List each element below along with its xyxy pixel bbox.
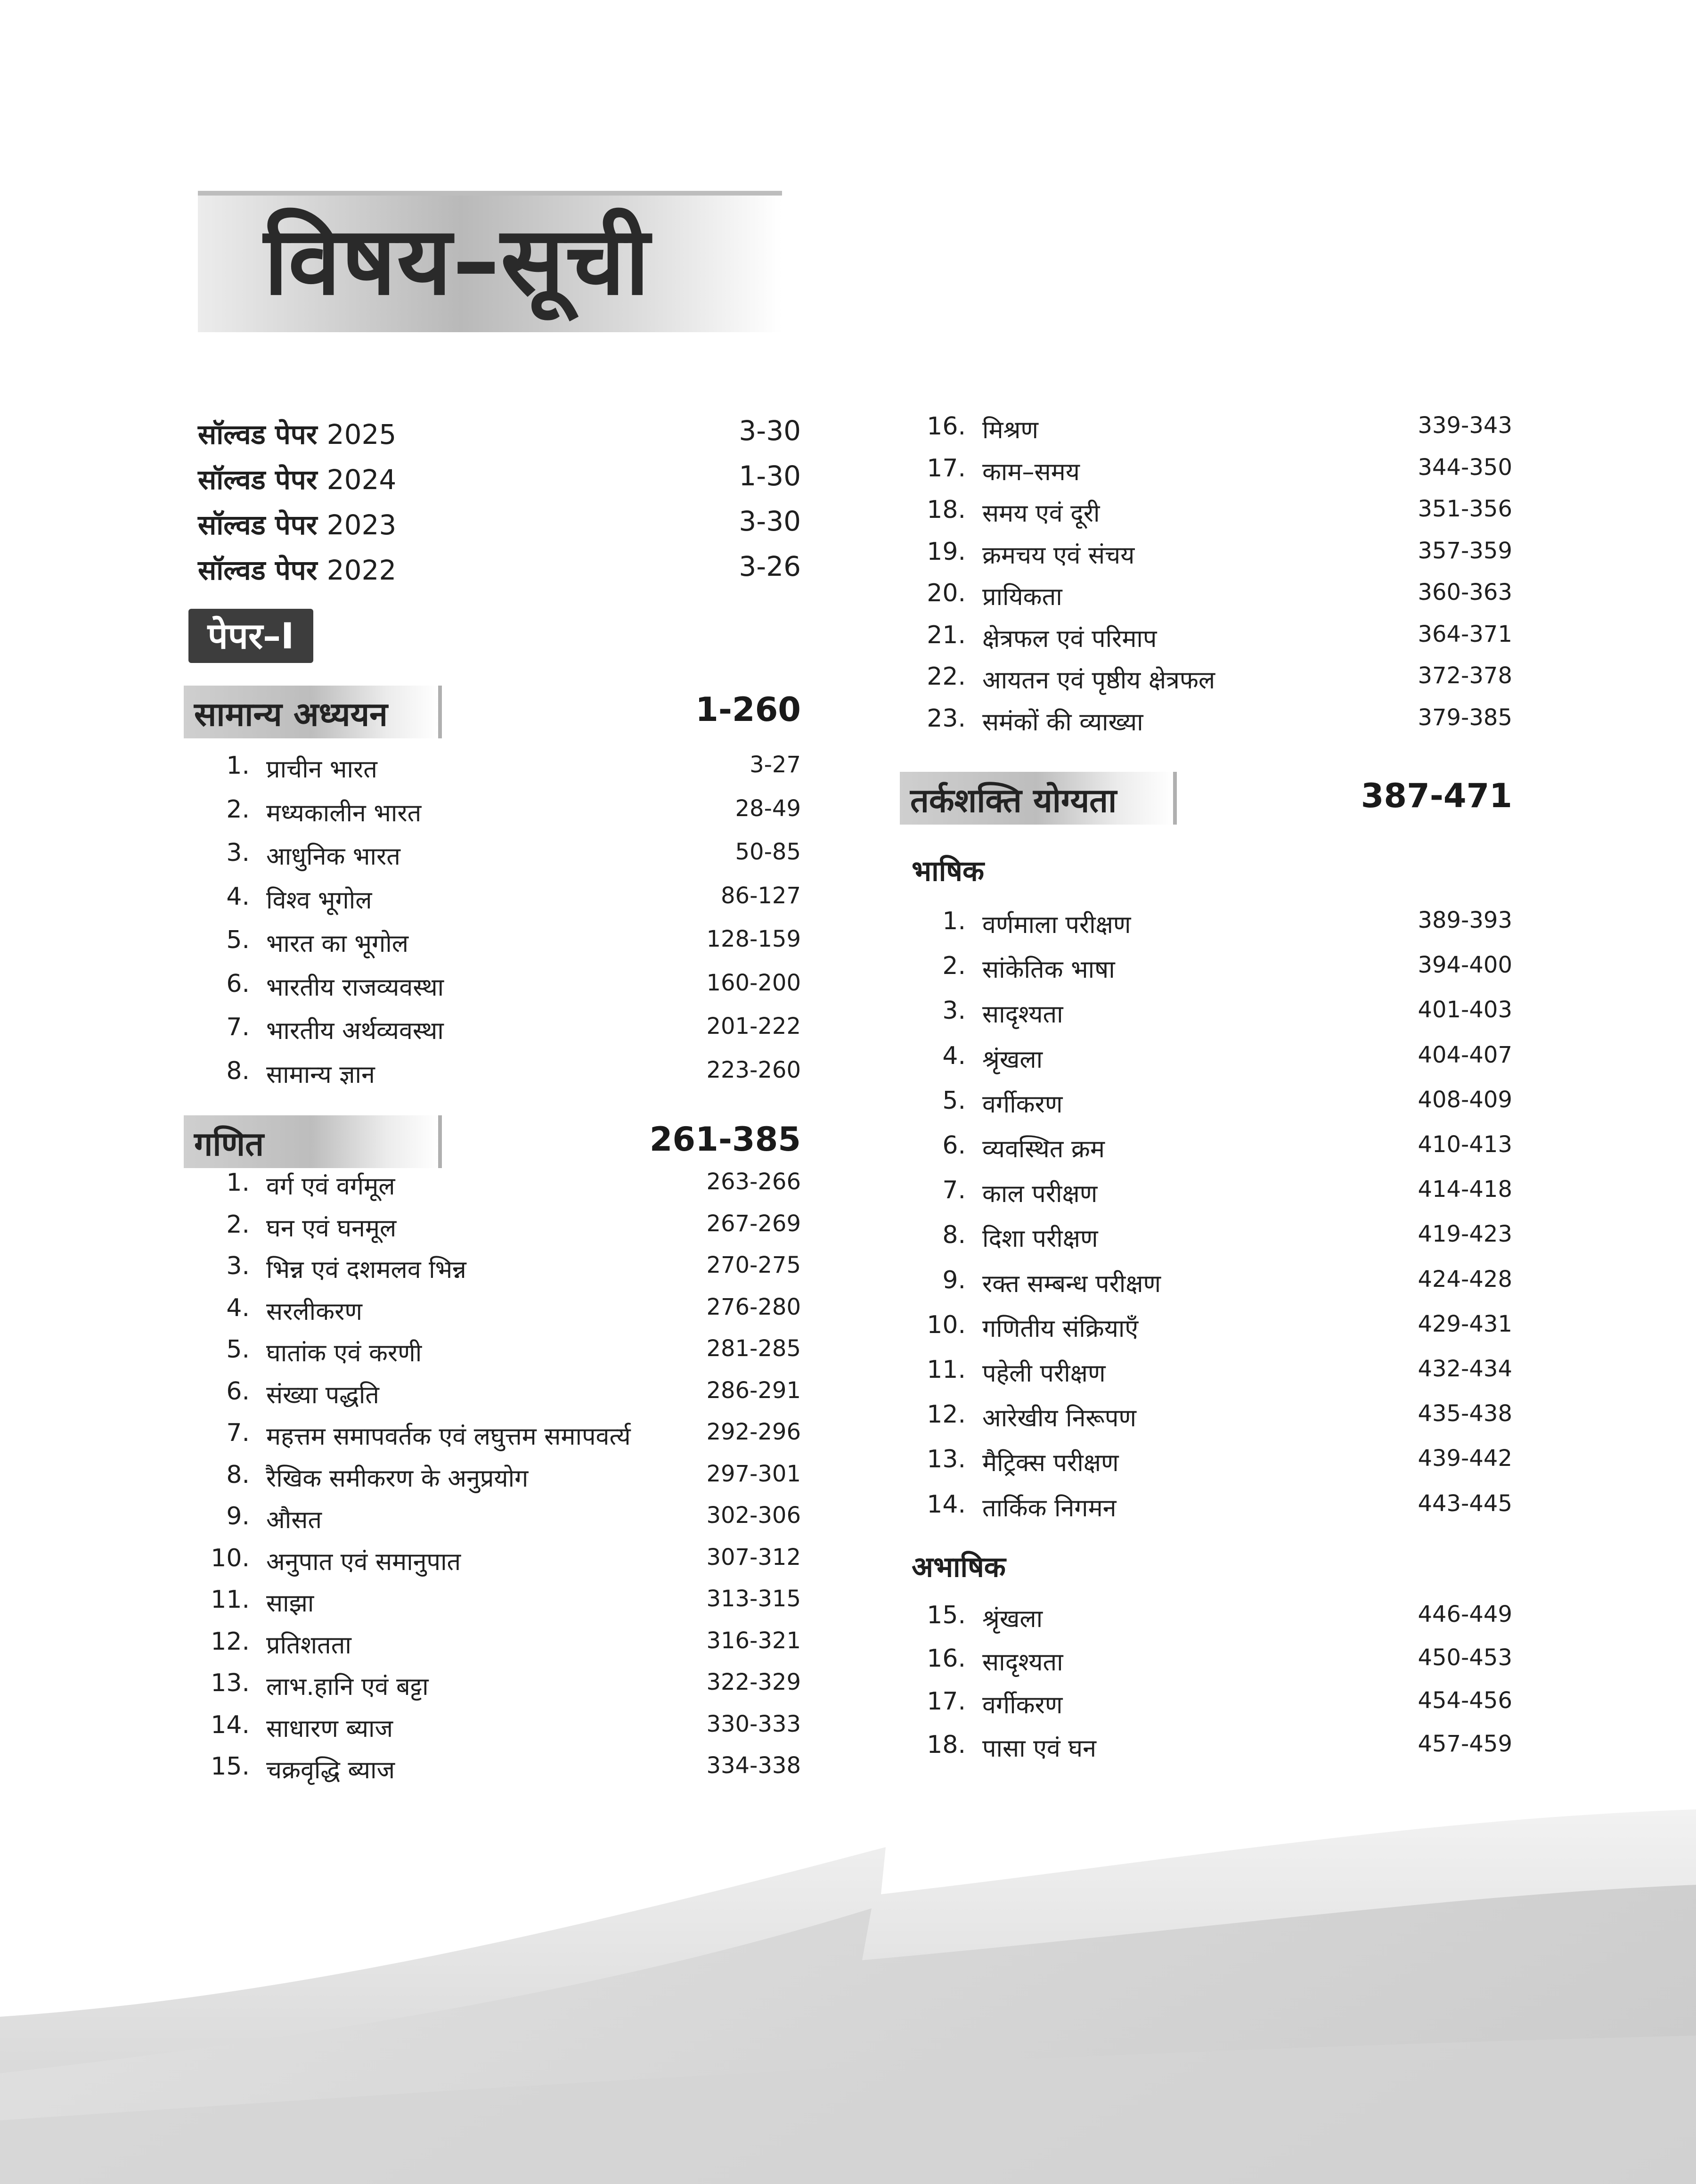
toc-item-pages: 414-418 <box>1418 1176 1512 1203</box>
toc-item <box>900 1490 1512 1533</box>
toc-item-number: 19. <box>927 537 966 566</box>
toc-item-pages: 292-296 <box>706 1419 801 1445</box>
toc-item-name: साधारण ब्याज <box>266 1714 393 1743</box>
toc-item-name: व्यवस्थित क्रम <box>982 1135 1105 1163</box>
toc-item-name: सादृश्यता <box>982 1648 1063 1677</box>
toc-item <box>184 1211 801 1253</box>
toc-item-pages: 364-371 <box>1418 621 1512 647</box>
toc-item-name: भारत का भूगोल <box>266 930 408 958</box>
toc-item <box>184 1377 801 1420</box>
toc-item-pages: 28-49 <box>735 795 801 822</box>
toc-item-name: वर्ग एवं वर्गमूल <box>266 1172 395 1201</box>
toc-item-number: 6. <box>942 1131 966 1160</box>
toc-item-number: 3. <box>226 1252 250 1280</box>
toc-item-pages: 339-343 <box>1418 412 1512 439</box>
toc-item-number: 7. <box>226 1013 250 1041</box>
toc-item-name: चक्रवृद्धि ब्याज <box>266 1756 395 1784</box>
toc-item-number: 5. <box>942 1086 966 1115</box>
toc-item <box>900 907 1512 949</box>
toc-item-pages: 372-378 <box>1418 663 1512 689</box>
toc-item <box>184 1502 801 1545</box>
toc-item-pages: 408-409 <box>1418 1086 1512 1113</box>
toc-item-name: साझा <box>266 1589 314 1618</box>
toc-item <box>900 1221 1512 1263</box>
toc-item-pages: 128-159 <box>706 926 801 952</box>
toc-item-number: 5. <box>226 1335 250 1364</box>
toc-item <box>900 538 1512 580</box>
toc-item-pages: 86-127 <box>720 882 801 909</box>
toc-item-number: 9. <box>226 1502 250 1530</box>
toc-item-name: गणितीय संक्रियाएँ <box>982 1314 1139 1343</box>
toc-item-number: 3. <box>226 839 250 867</box>
toc-item-pages: 281-285 <box>706 1335 801 1362</box>
toc-item-name: काल परीक्षण <box>982 1180 1098 1209</box>
toc-item-pages: 316-321 <box>706 1627 801 1654</box>
toc-item-pages: 276-280 <box>706 1293 801 1320</box>
toc-item-number: 22. <box>927 663 966 691</box>
toc-item <box>184 1461 801 1503</box>
toc-item-number: 11. <box>927 1356 966 1384</box>
toc-item-number: 2. <box>226 795 250 824</box>
toc-item-pages: 435-438 <box>1418 1400 1512 1427</box>
toc-item-number: 2. <box>226 1210 250 1239</box>
toc-item-pages: 429-431 <box>1418 1310 1512 1337</box>
toc-item-number: 8. <box>942 1221 966 1250</box>
toc-item-name: मैट्रिक्स परीक्षण <box>982 1449 1119 1478</box>
toc-item-name: वर्गीकरण <box>982 1691 1063 1719</box>
toc-item-name: मिश्रण <box>982 416 1038 444</box>
toc-item-number: 15. <box>211 1752 250 1781</box>
toc-item <box>184 1419 801 1461</box>
toc-item <box>184 1013 801 1055</box>
toc-item <box>900 952 1512 994</box>
toc-item <box>184 795 801 838</box>
toc-item-number: 7. <box>226 1419 250 1447</box>
toc-item <box>900 1400 1512 1443</box>
toc-item <box>184 883 801 925</box>
toc-item-name: भारतीय अर्थव्यवस्था <box>266 1017 444 1045</box>
solved-paper-row: सॉल्वड पेपर 2024 1-30 <box>198 460 801 496</box>
toc-item-pages: 357-359 <box>1418 537 1512 564</box>
toc-item-name: आधुनिक भारत <box>266 843 400 871</box>
toc-item-pages: 223-260 <box>706 1056 801 1083</box>
toc-item-name: रक्त सम्बन्ध परीक्षण <box>982 1269 1161 1298</box>
toc-item <box>184 839 801 881</box>
toc-item-name: क्रमचय एवं संचय <box>982 541 1135 570</box>
toc-item <box>900 1356 1512 1398</box>
toc-item-number: 10. <box>927 1310 966 1339</box>
toc-item-number: 17. <box>927 454 966 483</box>
toc-item-name: समय एवं दूरी <box>982 499 1100 528</box>
toc-item-number: 1. <box>226 752 250 780</box>
toc-item-number: 3. <box>942 997 966 1025</box>
toc-item <box>184 1586 801 1628</box>
toc-item-name: काम–समय <box>982 458 1080 486</box>
toc-item-name: आरेखीय निरूपण <box>982 1404 1136 1433</box>
toc-item <box>184 1057 801 1099</box>
toc-item-pages: 322-329 <box>706 1669 801 1695</box>
toc-item-number: 4. <box>942 1041 966 1070</box>
toc-item-number: 8. <box>226 1460 250 1489</box>
toc-item-number: 2. <box>942 952 966 981</box>
toc-item-name: आयतन एवं पृष्ठीय क्षेत्रफल <box>982 666 1215 695</box>
toc-item-number: 10. <box>211 1544 250 1572</box>
toc-item-name: श्रृंखला <box>982 1605 1043 1633</box>
toc-item <box>900 454 1512 497</box>
toc-item <box>184 1628 801 1670</box>
toc-item-pages: 267-269 <box>706 1210 801 1237</box>
toc-item <box>184 1252 801 1294</box>
toc-item <box>184 1669 801 1711</box>
toc-item-pages: 330-333 <box>706 1710 801 1737</box>
toc-item <box>900 1687 1512 1730</box>
toc-item-pages: 313-315 <box>706 1586 801 1612</box>
toc-item-pages: 450-453 <box>1418 1644 1512 1671</box>
toc-item-number: 8. <box>226 1056 250 1085</box>
solved-paper-row: सॉल्वड पेपर 2022 3-26 <box>198 550 801 586</box>
toc-item-number: 15. <box>927 1601 966 1629</box>
toc-item-number: 5. <box>226 926 250 954</box>
page-title: विषय–सूची <box>264 206 651 316</box>
toc-item-name: महत्तम समापवर्तक एवं लघुत्तम समापवर्त्य <box>266 1423 631 1451</box>
toc-item-pages: 334-338 <box>706 1752 801 1779</box>
toc-item-name: औसत <box>266 1506 322 1534</box>
toc-item-name: प्राचीन भारत <box>266 755 377 784</box>
toc-item-name: भिन्न एवं दशमलव भिन्न <box>266 1256 466 1284</box>
toc-item-number: 6. <box>226 969 250 998</box>
toc-item <box>900 704 1512 747</box>
toc-item-pages: 360-363 <box>1418 579 1512 605</box>
toc-item-number: 18. <box>927 1730 966 1759</box>
toc-item-pages: 419-423 <box>1418 1221 1512 1248</box>
toc-item-name: समंकों की व्याख्या <box>982 708 1143 736</box>
toc-item-name: सादृश्यता <box>982 1000 1063 1029</box>
toc-item <box>900 1131 1512 1174</box>
toc-item-name: अनुपात एवं समानुपात <box>266 1547 461 1576</box>
toc-item-number: 18. <box>927 496 966 524</box>
toc-item-pages: 404-407 <box>1418 1041 1512 1068</box>
toc-item <box>900 1042 1512 1084</box>
toc-item <box>900 1601 1512 1644</box>
toc-item-number: 13. <box>927 1445 966 1474</box>
toc-item-pages: 379-385 <box>1418 704 1512 731</box>
toc-item-pages: 432-434 <box>1418 1356 1512 1382</box>
solved-paper-row: सॉल्वड पेपर 2025 3-30 <box>198 415 801 450</box>
section-header-general-studies: सामान्य अध्ययन 1-260 <box>184 686 801 738</box>
toc-item-pages: 446-449 <box>1418 1601 1512 1628</box>
toc-item-number: 6. <box>226 1377 250 1406</box>
toc-item-number: 23. <box>927 704 966 733</box>
toc-item <box>900 579 1512 622</box>
toc-item-number: 21. <box>927 621 966 649</box>
toc-item-pages: 454-456 <box>1418 1687 1512 1714</box>
toc-item-number: 14. <box>927 1490 966 1519</box>
toc-item <box>184 1752 801 1795</box>
toc-item-name: वर्णमाला परीक्षण <box>982 911 1131 939</box>
toc-item <box>184 1294 801 1336</box>
toc-item-pages: 302-306 <box>706 1502 801 1529</box>
toc-item <box>900 1644 1512 1687</box>
toc-item-number: 13. <box>211 1669 250 1697</box>
toc-item-name: क्षेत्रफल एवं परिमाप <box>982 624 1157 653</box>
toc-item-name: तार्किक निगमन <box>982 1494 1117 1522</box>
toc-item-pages: 270-275 <box>706 1252 801 1278</box>
toc-item-name: पासा एवं घन <box>982 1734 1096 1763</box>
toc-item-name: घन एवं घनमूल <box>266 1214 397 1243</box>
toc-item <box>900 997 1512 1039</box>
toc-item <box>184 1544 801 1587</box>
toc-item-number: 4. <box>226 882 250 911</box>
toc-item-name: सरलीकरण <box>266 1297 362 1326</box>
toc-item <box>900 1445 1512 1488</box>
toc-item <box>900 1087 1512 1129</box>
toc-item-name: भारतीय राजव्यवस्था <box>266 973 444 1002</box>
toc-item <box>900 663 1512 705</box>
toc-item-name: सामान्य ज्ञान <box>266 1060 375 1089</box>
toc-item-number: 16. <box>927 412 966 441</box>
toc-item-number: 7. <box>942 1176 966 1205</box>
toc-item-pages: 410-413 <box>1418 1131 1512 1158</box>
toc-item-name: रैखिक समीकरण के अनुप्रयोग <box>266 1464 529 1493</box>
toc-item-name: प्रतिशतता <box>266 1631 351 1660</box>
decorative-wave-background <box>0 1791 1696 2184</box>
toc-item-name: घातांक एवं करणी <box>266 1339 422 1367</box>
toc-item-number: 14. <box>211 1710 250 1739</box>
toc-item <box>900 1311 1512 1353</box>
toc-item-number: 11. <box>211 1586 250 1614</box>
toc-item-name: श्रृंखला <box>982 1045 1043 1074</box>
toc-item <box>184 1711 801 1753</box>
toc-item-pages: 307-312 <box>706 1544 801 1571</box>
toc-item-pages: 443-445 <box>1418 1490 1512 1517</box>
toc-item <box>184 1169 801 1211</box>
toc-item-pages: 344-350 <box>1418 454 1512 481</box>
toc-item-name: लाभ.हानि एवं बट्टा <box>266 1673 429 1701</box>
section-header-reasoning: तर्कशक्ति योग्यता 387-471 <box>900 772 1512 825</box>
toc-item-pages: 351-356 <box>1418 496 1512 522</box>
toc-item-pages: 286-291 <box>706 1377 801 1404</box>
toc-item-pages: 297-301 <box>706 1460 801 1487</box>
toc-item-name: सांकेतिक भाषा <box>982 956 1115 984</box>
toc-item-name: मध्यकालीन भारत <box>266 799 422 827</box>
toc-item-number: 12. <box>927 1400 966 1429</box>
paper-label: पेपर–I <box>188 609 313 663</box>
solved-paper-row: सॉल्वड पेपर 2023 3-30 <box>198 505 801 541</box>
toc-item-number: 4. <box>226 1293 250 1322</box>
subheading-verbal: भाषिक <box>912 855 985 888</box>
toc-item-pages: 160-200 <box>706 969 801 996</box>
toc-item <box>900 496 1512 538</box>
toc-item <box>184 926 801 968</box>
toc-item-name: प्रायिकता <box>982 583 1062 611</box>
toc-item <box>184 752 801 794</box>
toc-item-name: संख्या पद्धति <box>266 1381 379 1409</box>
toc-item-number: 9. <box>942 1266 966 1294</box>
toc-item <box>900 412 1512 455</box>
toc-item-name: दिशा परीक्षण <box>982 1225 1098 1253</box>
toc-item-name: विश्व भूगोल <box>266 886 372 915</box>
toc-item-pages: 424-428 <box>1418 1266 1512 1292</box>
toc-item-pages: 3-27 <box>750 752 801 778</box>
toc-item-pages: 457-459 <box>1418 1730 1512 1757</box>
toc-item-number: 1. <box>942 907 966 935</box>
toc-item-number: 16. <box>927 1644 966 1673</box>
toc-item <box>184 970 801 1012</box>
toc-item-pages: 389-393 <box>1418 907 1512 933</box>
toc-item-pages: 263-266 <box>706 1169 801 1195</box>
section-header-maths: गणित 261-385 <box>184 1115 801 1168</box>
toc-item-number: 12. <box>211 1627 250 1656</box>
toc-item-name: वर्गीकरण <box>982 1090 1063 1119</box>
toc-item <box>184 1335 801 1378</box>
toc-item <box>900 1731 1512 1773</box>
toc-item-pages: 201-222 <box>706 1013 801 1039</box>
toc-item-name: पहेली परीक्षण <box>982 1359 1106 1388</box>
toc-item-pages: 394-400 <box>1418 952 1512 979</box>
toc-item <box>900 1266 1512 1309</box>
subheading-nonverbal: अभाषिक <box>912 1551 1006 1584</box>
toc-item-number: 1. <box>226 1169 250 1197</box>
toc-item-number: 17. <box>927 1687 966 1716</box>
toc-item-pages: 50-85 <box>735 839 801 865</box>
toc-item <box>900 621 1512 663</box>
toc-item-pages: 401-403 <box>1418 997 1512 1023</box>
toc-item-pages: 439-442 <box>1418 1445 1512 1472</box>
toc-item <box>900 1176 1512 1219</box>
toc-item-number: 20. <box>927 579 966 607</box>
